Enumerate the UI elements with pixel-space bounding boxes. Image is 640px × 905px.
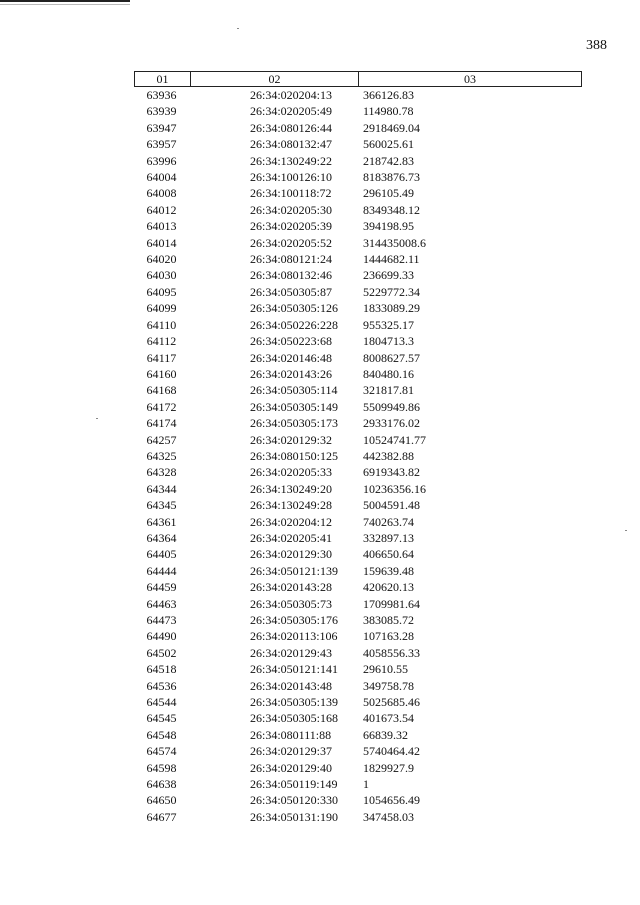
cell-cadastral-number: 26:34:050131:190 <box>250 809 339 824</box>
cell-cadastral-number: 26:34:020129:32 <box>250 432 333 447</box>
cell-cadastral-number: 26:34:080126:44 <box>250 120 333 135</box>
cell-value: 107163.28 <box>363 629 414 644</box>
table-row <box>134 415 582 431</box>
cell-cadastral-number: 26:34:130249:28 <box>250 498 333 513</box>
cell-id: 64344 <box>146 481 177 496</box>
table-row <box>134 497 582 513</box>
cell-cadastral-number: 26:34:020129:30 <box>250 547 333 562</box>
cell-id: 63957 <box>146 137 177 152</box>
data-table <box>134 71 582 825</box>
table-row <box>134 743 582 759</box>
cell-value: 5740464.42 <box>363 744 420 759</box>
cell-value: 347458.03 <box>363 809 414 824</box>
cell-cadastral-number: 26:34:050121:139 <box>250 563 339 578</box>
cell-value: 2933176.02 <box>363 416 420 431</box>
table-row <box>134 645 582 661</box>
table-row <box>134 267 582 283</box>
cell-id: 63936 <box>146 88 177 102</box>
cell-id: 64405 <box>146 547 177 562</box>
cell-id: 64536 <box>146 678 177 693</box>
cell-cadastral-number: 26:34:020205:49 <box>250 104 333 119</box>
table-row <box>134 792 582 808</box>
cell-id: 64110 <box>146 317 177 332</box>
cell-id: 64598 <box>146 760 177 775</box>
table-row <box>134 661 582 677</box>
cell-id: 64095 <box>146 284 177 299</box>
cell-cadastral-number: 26:34:050120:330 <box>250 793 339 808</box>
table-row <box>134 120 582 136</box>
table-row <box>134 727 582 743</box>
cell-id: 64328 <box>146 465 177 480</box>
cell-cadastral-number: 26:34:020204:13 <box>250 88 333 102</box>
cell-cadastral-number: 26:34:020146:48 <box>250 350 333 365</box>
cell-id: 64345 <box>146 498 177 513</box>
cell-id: 64020 <box>146 252 177 267</box>
cell-cadastral-number: 26:34:050305:73 <box>250 596 333 611</box>
cell-cadastral-number: 26:34:020143:26 <box>250 366 333 381</box>
column-header-01: 01 <box>135 72 191 86</box>
table-row <box>134 694 582 710</box>
cell-id: 64650 <box>146 793 177 808</box>
cell-cadastral-number: 26:34:020205:41 <box>250 530 333 545</box>
cell-cadastral-number: 26:34:050305:173 <box>250 416 339 431</box>
table-row <box>134 579 582 595</box>
cell-id: 63939 <box>146 104 177 119</box>
cell-cadastral-number: 26:34:050121:141 <box>250 662 339 677</box>
table-row <box>134 235 582 251</box>
table-row <box>134 432 582 448</box>
cell-value: 560025.61 <box>363 137 414 152</box>
cell-id: 64168 <box>146 383 177 398</box>
top-rule-thin <box>0 4 130 5</box>
cell-cadastral-number: 26:34:100118:72 <box>250 186 332 201</box>
cell-cadastral-number: 26:34:050305:114 <box>250 383 338 398</box>
cell-id: 64172 <box>146 399 177 414</box>
cell-cadastral-number: 26:34:050305:126 <box>250 301 339 316</box>
cell-value: 5509949.86 <box>363 399 420 414</box>
cell-cadastral-number: 26:34:020129:43 <box>250 645 333 660</box>
table-body <box>134 87 582 825</box>
cell-value: 349758.78 <box>363 678 414 693</box>
cell-value: 296105.49 <box>363 186 414 201</box>
cell-cadastral-number: 26:34:020143:28 <box>250 580 333 595</box>
cell-value: 8008627.57 <box>363 350 420 365</box>
cell-cadastral-number: 26:34:100126:10 <box>250 170 333 185</box>
cell-id: 64638 <box>146 777 177 792</box>
scan-speck <box>96 418 98 419</box>
table-row <box>134 284 582 300</box>
cell-cadastral-number: 26:34:020113:106 <box>250 629 338 644</box>
scan-speck <box>237 28 239 29</box>
table-row <box>134 448 582 464</box>
cell-value: 394198.95 <box>363 219 414 234</box>
table-row <box>134 185 582 201</box>
table-row <box>134 202 582 218</box>
cell-id: 63996 <box>146 153 177 168</box>
cell-id: 64008 <box>146 186 177 201</box>
cell-value: 401673.54 <box>363 711 414 726</box>
cell-id: 64364 <box>146 530 177 545</box>
cell-cadastral-number: 26:34:080132:47 <box>250 137 333 152</box>
table-row <box>134 546 582 562</box>
cell-id: 64030 <box>146 268 177 283</box>
cell-cadastral-number: 26:34:020129:37 <box>250 744 333 759</box>
page-number: 388 <box>586 38 607 53</box>
cell-value: 5229772.34 <box>363 284 420 299</box>
cell-value: 314435008.6 <box>363 235 426 250</box>
cell-cadastral-number: 26:34:020204:12 <box>250 514 333 529</box>
cell-value: 6919343.82 <box>363 465 420 480</box>
cell-cadastral-number: 26:34:020205:30 <box>250 202 333 217</box>
cell-cadastral-number: 26:34:050305:168 <box>250 711 339 726</box>
cell-value: 955325.17 <box>363 317 414 332</box>
cell-value: 4058556.33 <box>363 645 420 660</box>
cell-id: 64117 <box>146 350 177 365</box>
cell-value: 840480.16 <box>363 366 414 381</box>
cell-cadastral-number: 26:34:020129:40 <box>250 760 333 775</box>
cell-id: 64545 <box>146 711 177 726</box>
column-header-03: 03 <box>464 72 476 86</box>
table-row <box>134 481 582 497</box>
table-row <box>134 136 582 152</box>
cell-id: 64463 <box>146 596 177 611</box>
cell-value: 321817.81 <box>363 383 414 398</box>
cell-value: 5004591.48 <box>363 498 420 513</box>
cell-id: 64099 <box>146 301 177 316</box>
cell-id: 64325 <box>146 448 177 463</box>
cell-value: 10524741.77 <box>363 432 426 447</box>
cell-value: 442382.88 <box>363 448 414 463</box>
cell-value: 740263.74 <box>363 514 414 529</box>
cell-cadastral-number: 26:34:050305:139 <box>250 695 339 710</box>
table-row <box>134 612 582 628</box>
table-row <box>134 678 582 694</box>
table-row <box>134 251 582 267</box>
cell-value: 383085.72 <box>363 613 414 627</box>
cell-id: 64459 <box>146 580 177 595</box>
cell-cadastral-number: 26:34:050223:68 <box>250 334 333 349</box>
table-row <box>134 760 582 776</box>
cell-id: 64473 <box>146 613 177 627</box>
cell-value: 1444682.11 <box>363 252 420 267</box>
table-row <box>134 382 582 398</box>
cell-id: 64174 <box>146 416 177 431</box>
cell-value: 1829927.9 <box>363 760 414 775</box>
cell-id: 64160 <box>146 366 177 381</box>
cell-id: 64490 <box>146 629 177 644</box>
table-row <box>134 809 582 825</box>
cell-value: 8349348.12 <box>363 202 420 217</box>
cell-id: 64257 <box>146 432 177 447</box>
cell-cadastral-number: 26:34:020205:52 <box>250 235 333 250</box>
cell-value: 236699.33 <box>363 268 414 283</box>
cell-id: 64518 <box>146 662 177 677</box>
table-row <box>134 103 582 119</box>
cell-value: 66839.32 <box>363 727 408 742</box>
cell-value: 406650.64 <box>363 547 414 562</box>
cell-value: 10236356.16 <box>363 481 426 496</box>
table-row <box>134 366 582 382</box>
cell-value: 114980.78 <box>363 104 414 119</box>
cell-value: 366126.83 <box>363 88 414 102</box>
table-row <box>134 169 582 185</box>
cell-cadastral-number: 26:34:020143:48 <box>250 678 333 693</box>
scan-speck <box>625 530 627 531</box>
cell-cadastral-number: 26:34:080121:24 <box>250 252 333 267</box>
cell-id: 64361 <box>146 514 177 529</box>
cell-value: 1709981.64 <box>363 596 420 611</box>
cell-id: 64544 <box>146 695 177 710</box>
cell-value: 1833089.29 <box>363 301 420 316</box>
cell-cadastral-number: 26:34:080132:46 <box>250 268 333 283</box>
cell-cadastral-number: 26:34:080150:125 <box>250 448 339 463</box>
cell-id: 64548 <box>146 727 177 742</box>
cell-id: 64012 <box>146 202 177 217</box>
table-row <box>134 596 582 612</box>
table-row <box>134 333 582 349</box>
cell-id: 64014 <box>146 235 177 250</box>
table-row <box>134 563 582 579</box>
table-row <box>134 530 582 546</box>
cell-cadastral-number: 26:34:080111:88 <box>250 727 332 742</box>
table-row <box>134 514 582 530</box>
table-row <box>134 710 582 726</box>
table-row <box>134 87 582 103</box>
table-row <box>134 776 582 792</box>
cell-value: 8183876.73 <box>363 170 420 185</box>
cell-cadastral-number: 26:34:020205:33 <box>250 465 333 480</box>
table-row <box>134 218 582 234</box>
cell-cadastral-number: 26:34:050305:149 <box>250 399 339 414</box>
cell-cadastral-number: 26:34:130249:22 <box>250 153 333 168</box>
cell-value: 1 <box>363 777 369 792</box>
table-header <box>134 71 582 87</box>
cell-id: 63947 <box>146 120 177 135</box>
column-header-02: 02 <box>191 72 359 86</box>
table-row <box>134 399 582 415</box>
cell-id: 64444 <box>146 563 177 578</box>
cell-id: 64013 <box>146 219 177 234</box>
cell-id: 64574 <box>146 744 177 759</box>
cell-value: 2918469.04 <box>363 120 420 135</box>
cell-cadastral-number: 26:34:050305:176 <box>250 613 339 627</box>
table-row <box>134 153 582 169</box>
cell-id: 64502 <box>146 645 177 660</box>
table-row <box>134 350 582 366</box>
cell-value: 332897.13 <box>363 530 414 545</box>
cell-cadastral-number: 26:34:020205:39 <box>250 219 333 234</box>
cell-cadastral-number: 26:34:050305:87 <box>250 284 333 299</box>
cell-cadastral-number: 26:34:130249:20 <box>250 481 333 496</box>
cell-cadastral-number: 26:34:050119:149 <box>250 777 338 792</box>
cell-value: 29610.55 <box>363 662 408 677</box>
cell-id: 64677 <box>146 809 177 824</box>
cell-value: 218742.83 <box>363 153 414 168</box>
cell-id: 64004 <box>146 170 177 185</box>
cell-value: 1054656.49 <box>363 793 420 808</box>
cell-value: 159639.48 <box>363 563 414 578</box>
table-row <box>134 300 582 316</box>
table-row <box>134 317 582 333</box>
cell-id: 64112 <box>146 334 177 349</box>
cell-value: 1804713.3 <box>363 334 414 349</box>
cell-cadastral-number: 26:34:050226:228 <box>250 317 339 332</box>
table-row <box>134 628 582 644</box>
cell-value: 420620.13 <box>363 580 414 595</box>
table-row <box>134 464 582 480</box>
cell-value: 5025685.46 <box>363 695 420 710</box>
top-rule <box>0 0 130 2</box>
